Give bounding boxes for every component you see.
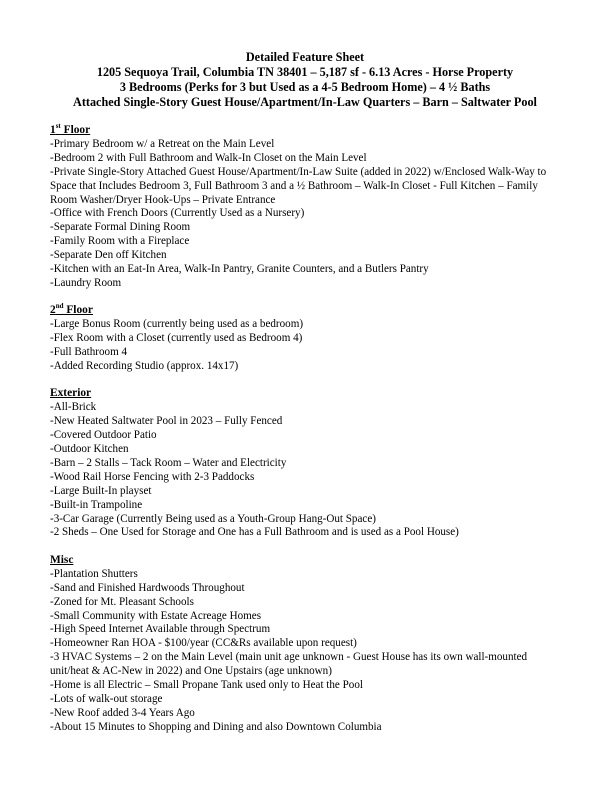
title-text: Exterior (50, 387, 92, 400)
feature-item: -Separate Formal Dining Room (50, 221, 191, 234)
feature-item: -High Speed Internet Available through Spectrum (50, 623, 271, 636)
feature-item: -Outdoor Kitchen (50, 443, 129, 456)
feature-item: -Wood Rail Horse Fencing with 2-3 Paddocks (50, 470, 255, 483)
feature-item: -Office with French Doors (Currently Used as a Nursery) (50, 207, 305, 220)
feature-item: -Laundry Room (50, 276, 122, 289)
section-title-misc (50, 554, 560, 568)
feature-item: -New Roof added 3-4 Years Ago (50, 706, 195, 719)
feature-item: -Large Bonus Room (currently being used as a bedroom) (50, 318, 304, 331)
feature-item: -Bedroom 2 with Full Bathroom and Walk-In Closet on the Main Level (50, 151, 367, 164)
feature-item: -Full Bathroom 4 (50, 346, 128, 359)
feature-item: -Plantation Shutters (50, 567, 138, 580)
title-text: Floor (63, 304, 93, 317)
section-exterior (50, 387, 560, 540)
header-title: Detailed Feature Sheet (245, 50, 365, 64)
feature-item: -Primary Bedroom w/ a Retreat on the Main Level (50, 137, 275, 150)
title-number: 2 (50, 304, 56, 317)
feature-item: -Family Room with a Fireplace (50, 235, 190, 248)
feature-item: -Zoned for Mt. Pleasant Schools (50, 595, 194, 608)
feature-item: -Lots of walk-out storage (50, 692, 163, 705)
header-guest-house-line: Attached Single-Story Guest House/Apartment/In-Law Quarters – Barn – Saltwater Pool (73, 95, 537, 109)
feature-item: -3 HVAC Systems – 2 on the Main Level (main unit age unknown - Guest House has its own wall-mounted unit/heat & AC-New in 2022) and One Upstairs (age unknown) (50, 651, 528, 678)
section-title-exterior (50, 387, 560, 401)
feature-item: -Flex Room with a Closet (currently used as Bedroom 4) (50, 332, 303, 345)
feature-list (50, 568, 560, 735)
feature-item: -Large Built-In playset (50, 484, 152, 497)
feature-list (50, 138, 560, 291)
feature-item: -Separate Den off Kitchen (50, 249, 167, 262)
feature-item: -About 15 Minutes to Shopping and Dining and also Downtown Columbia (50, 720, 382, 733)
section-misc (50, 554, 560, 735)
feature-item: -All-Brick (50, 401, 97, 414)
feature-item: -Covered Outdoor Patio (50, 429, 157, 442)
feature-item: -3-Car Garage (Currently Being used as a Youth-Group Hang-Out Space) (50, 512, 376, 525)
section-title-first-floor (50, 124, 560, 138)
section-first-floor (50, 124, 560, 291)
document-header (50, 50, 560, 110)
feature-item: -Homeowner Ran HOA - $100/year (CC&Rs available upon request) (50, 637, 357, 650)
feature-item: -Kitchen with an Eat-In Area, Walk-In Pantry, Granite Counters, and a Butlers Pantry (50, 263, 429, 276)
feature-item: -Barn – 2 Stalls – Tack Room – Water and Electricity (50, 456, 287, 469)
feature-item: -Home is all Electric – Small Propane Tank used only to Heat the Pool (50, 679, 363, 692)
feature-list (50, 401, 560, 540)
feature-item: -Added Recording Studio (approx. 14x17) (50, 360, 239, 372)
feature-item: -2 Sheds – One Used for Storage and One has a Full Bathroom and is used as a Pool House) (50, 526, 459, 539)
header-bedrooms-line: 3 Bedrooms (Perks for 3 but Used as a 4-5 Bedroom Home) – 4 ½ Baths (119, 80, 491, 94)
title-ordinal: st (55, 122, 61, 131)
section-title-second-floor (50, 304, 560, 318)
feature-item: -Sand and Finished Hardwoods Throughout (50, 581, 245, 594)
title-text: Misc (50, 553, 74, 566)
feature-list (50, 318, 560, 374)
feature-item: -Small Community with Estate Acreage Homes (50, 609, 262, 622)
section-second-floor (50, 304, 560, 374)
feature-item: -Private Single-Story Attached Guest House/Apartment/In-Law Suite (added in 2022) w/Enclosed Walk-Way to Space that Includes Bedroom 3, Full Bathroom 3 and a ½ Bathroom – Walk-In Closet - Full Kitchen – Family Room Washer/Dryer Hook-Ups – Private Entrance (50, 165, 547, 206)
header-address-line: 1205 Sequoya Trail, Columbia TN 38401 – 5,187 sf - 6.13 Acres - Horse Property (96, 65, 514, 79)
feature-item: -New Heated Saltwater Pool in 2023 – Fully Fenced (50, 415, 283, 428)
title-text: Floor (60, 124, 91, 136)
feature-item: -Built-in Trampoline (50, 498, 143, 511)
title-ordinal: nd (55, 302, 64, 311)
title-number: 1 (50, 124, 56, 136)
